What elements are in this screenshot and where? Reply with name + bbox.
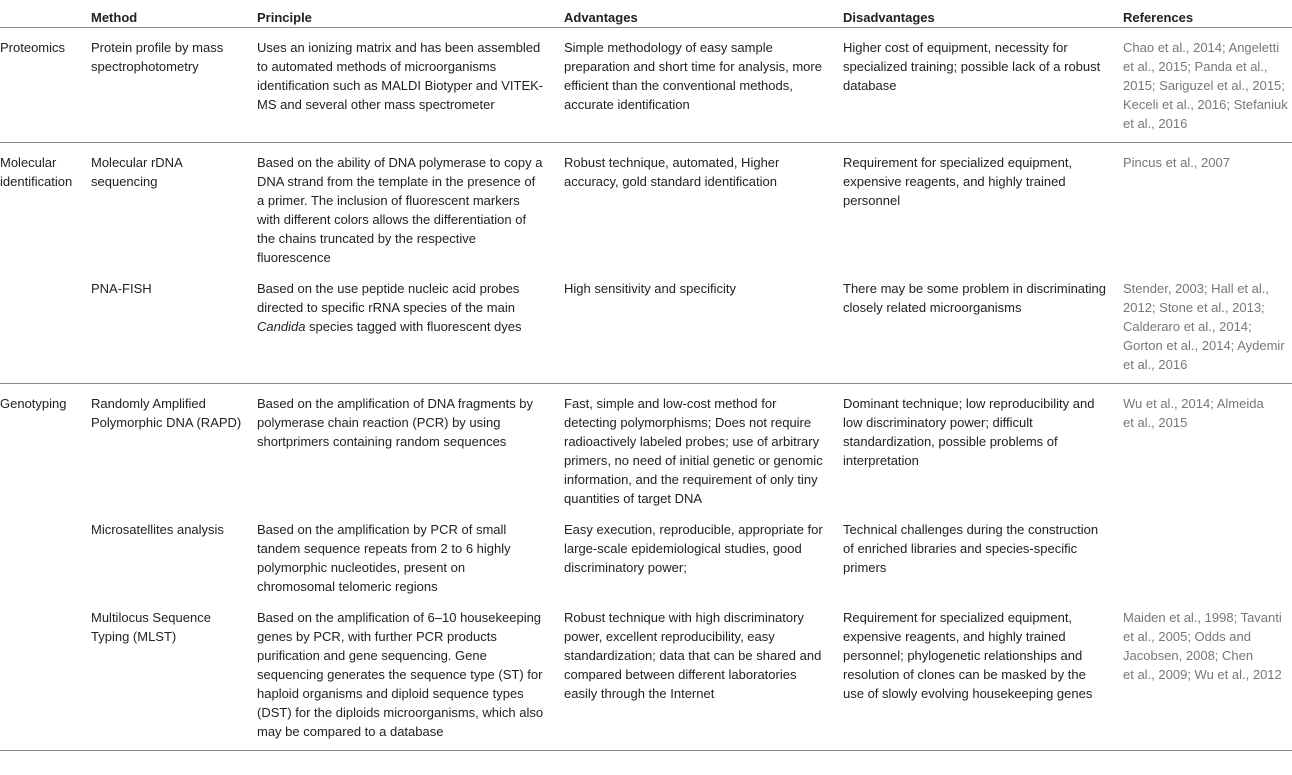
- category-cell-empty: [0, 274, 91, 384]
- table-row: [0, 384, 1292, 516]
- advantages-cell: Robust technique with high discriminatory power, excellent reproducibility, easy standardization; data that can be shared and compared between different laboratories easily through the Internet: [564, 603, 843, 751]
- reference-line: Jacobsen, 2008; Chen: [1123, 648, 1254, 663]
- disadvantages-cell: Higher cost of equipment, necessity for specialized training; possible lack of a robust database: [843, 28, 1123, 143]
- reference-line: 2012; Stone et al., 2013;: [1123, 300, 1265, 315]
- genus-name: Candida: [257, 319, 306, 334]
- table-header: [0, 0, 1292, 28]
- table-row: [0, 515, 1292, 603]
- disadvantages-cell: Dominant technique; low reproducibility and low discriminatory power; difficult standardization, possible problems of interpretation: [843, 396, 1095, 468]
- principle-cell: Based on the amplification of DNA fragments by polymerase chain reaction (PCR) by using shortprimers containing random sequences: [257, 396, 534, 449]
- principle-text: Based on the use peptide nucleic acid probes directed to specific rRNA species of the main: [257, 281, 520, 315]
- reference-line: et al., 2005; Odds and: [1123, 629, 1251, 644]
- advantages-cell: Simple methodology of easy sample preparation and short time for analysis, more efficient than the conventional methods, accurate identification: [564, 28, 843, 143]
- references-cell: [1123, 603, 1292, 751]
- principle-cell: [257, 274, 564, 384]
- reference-line: et al., 2016: [1123, 116, 1188, 131]
- header-principle: Principle: [257, 0, 564, 28]
- disadvantages-cell: There may be some problem in discriminating closely related microorganisms: [843, 274, 1123, 384]
- method-cell: Randomly Amplified Polymorphic DNA (RAPD): [91, 396, 242, 430]
- table-row: [0, 603, 1292, 751]
- header-advantages: Advantages: [564, 0, 843, 28]
- references-cell: [1123, 274, 1292, 384]
- reference-line: et al., 2016: [1123, 357, 1188, 372]
- reference-line: Wu et al., 2014; Almeida: [1123, 396, 1264, 411]
- reference-line: 2015; Sariguzel et al., 2015;: [1123, 78, 1285, 93]
- principle-text: species tagged with fluorescent dyes: [305, 319, 522, 334]
- disadvantages-cell: Technical challenges during the construction of enriched libraries and species-specific primers: [843, 522, 1099, 575]
- category-cell: Proteomics: [0, 28, 91, 143]
- method-cell: Microsatellites analysis: [91, 522, 224, 537]
- advantages-cell: High sensitivity and specificity: [564, 274, 843, 384]
- principle-cell: Based on the amplification of 6–10 housekeeping genes by PCR, with further PCR products purification and gene sequencing. Gene sequencing generates the sequence type (ST) for haploid organisms and diploid sequence types (DST) for the diploids microorganisms, which also may be compared to a database: [257, 603, 564, 751]
- category-cell: Genotyping: [0, 396, 67, 411]
- references-cell-empty: [1123, 515, 1292, 603]
- reference-line: Stender, 2003; Hall et al.,: [1123, 281, 1269, 296]
- table-row: [0, 143, 1292, 275]
- advantages-cell: Robust technique, automated, Higher accuracy, gold standard identification: [564, 155, 780, 189]
- principle-cell: Uses an ionizing matrix and has been assembled to automated methods of microorganisms identification such as MALDI Biotyper and VITEK-MS and several other mass spectrometer: [257, 28, 564, 143]
- reference-line: Chao et al., 2014; Angeletti: [1123, 40, 1280, 55]
- header-disadvantages: Disadvantages: [843, 0, 1123, 28]
- method-cell: PNA-FISH: [91, 274, 257, 384]
- header-references: References: [1123, 0, 1292, 28]
- header-category: [0, 0, 91, 28]
- header-row: [0, 0, 1292, 28]
- table-row: [0, 28, 1292, 143]
- advantages-cell: Easy execution, reproducible, appropriate for large-scale epidemiological studies, good discriminatory power;: [564, 522, 823, 575]
- method-cell: Protein profile by mass spectrophotometry: [91, 28, 257, 143]
- reference-line: et al., 2015: [1123, 415, 1188, 430]
- reference-line: Maiden et al., 1998; Tavanti: [1123, 610, 1282, 625]
- method-cell: Molecular rDNA sequencing: [91, 155, 183, 189]
- disadvantages-cell: Requirement for specialized equipment, expensive reagents, and highly trained personnel; phylogenetic relationships and resolution of clones can be masked by the use of slowly evolving housekeeping genes: [843, 603, 1123, 751]
- reference-line: Gorton et al., 2014; Aydemir: [1123, 338, 1285, 353]
- category-cell: Molecular identification: [0, 155, 73, 189]
- reference-line: et al., 2015; Panda et al.,: [1123, 59, 1268, 74]
- principle-cell: Based on the amplification by PCR of small tandem sequence repeats from 2 to 6 highly polymorphic nucleotides, present on chromosomal telomeric regions: [257, 522, 511, 594]
- reference-line: et al., 2009; Wu et al., 2012: [1123, 667, 1282, 682]
- advantages-cell: Fast, simple and low-cost method for detecting polymorphisms; Does not require radioactively labeled probes; use of arbitrary primers, no need of initial genetic or genomic information, and the requirement of only tiny quantities of target DNA: [564, 396, 823, 506]
- table-row: [0, 274, 1292, 384]
- references-cell: [1123, 384, 1292, 516]
- reference-line: Calderaro et al., 2014;: [1123, 319, 1252, 334]
- principle-cell: Based on the ability of DNA polymerase to copy a DNA strand from the template in the presence of a primer. The inclusion of fluorescent markers with different colors allows the differentiation of the chains truncated by the respective fluorescence: [257, 155, 543, 265]
- references-cell: [1123, 143, 1292, 275]
- header-method: Method: [91, 0, 257, 28]
- category-cell-empty: [0, 603, 91, 751]
- method-cell: Multilocus Sequence Typing (MLST): [91, 603, 257, 751]
- references-cell: [1123, 28, 1292, 143]
- disadvantages-cell: Requirement for specialized equipment, expensive reagents, and highly trained personnel: [843, 155, 1073, 208]
- category-cell-empty: [0, 515, 91, 603]
- reference-line: Pincus et al., 2007: [1123, 155, 1230, 170]
- reference-line: Keceli et al., 2016; Stefaniuk: [1123, 97, 1288, 112]
- table-body: [0, 28, 1292, 751]
